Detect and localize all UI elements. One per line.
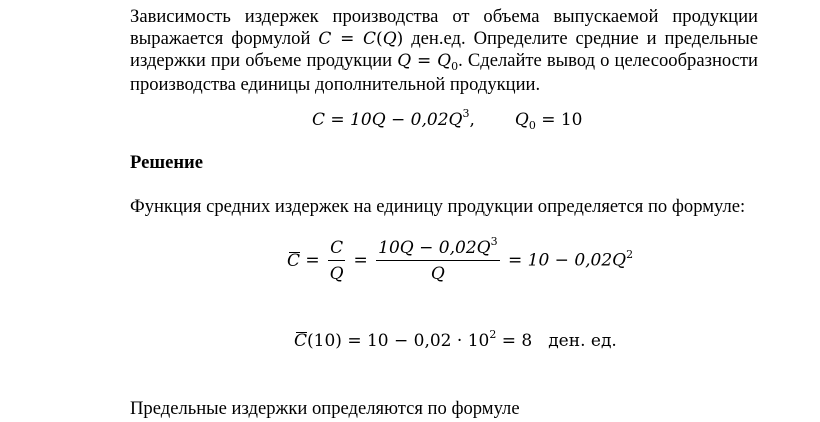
given-q0-label: Q bbox=[514, 110, 529, 130]
average-cost-result: = 10 − 0,02Q bbox=[507, 250, 627, 271]
given-cost-exponent: 3 bbox=[462, 107, 470, 120]
average-cost-value bbox=[294, 328, 617, 351]
average-cost-result-exponent: 2 bbox=[626, 247, 634, 261]
fraction-cost-over-q bbox=[376, 235, 499, 284]
fraction-denominator-q2: Q bbox=[430, 264, 445, 284]
average-cost-intro: Функция средних издержек на единицу продукции определяется по формуле: bbox=[130, 196, 746, 217]
average-cost-value-expr: (10) = 10 − 0,02 · 10 bbox=[307, 331, 490, 351]
given-q0-subscript: 0 bbox=[528, 119, 536, 132]
given-cost-formula: C = 10Q − 0,02Q bbox=[312, 110, 463, 130]
numerator-exponent: 3 bbox=[490, 235, 498, 248]
average-cost-symbol: C bbox=[287, 250, 301, 271]
marginal-cost-intro: Предельные издержки определяются по формуле bbox=[130, 398, 520, 419]
fraction-numerator-c: C bbox=[328, 238, 345, 261]
average-cost-value-exponent: 2 bbox=[489, 328, 497, 341]
task-text-part2: ден.ед. Определите средние и предельные издержки при объеме продукции bbox=[130, 28, 758, 71]
given-formula: $C = 10Q - 0,02Q^3$, $Q_0 = 10$ bbox=[312, 107, 583, 132]
average-cost-formula: C = $\frac{C}{Q}$ = $\frac{10Q - 0,02Q^3}{Q}$ = $10 - 0,02Q^2$ bbox=[287, 235, 634, 284]
task-text-part3: . Сделайте вывод о целесообразности производства единицы дополнительной продукции. bbox=[130, 50, 758, 95]
average-cost-value-unit: ден. ед. bbox=[548, 331, 617, 351]
fraction-c-over-q bbox=[328, 238, 345, 284]
average-cost-value-result: = 8 bbox=[496, 331, 533, 351]
average-cost-value-symbol: C bbox=[294, 331, 308, 351]
fraction-numerator-cost: $10Q - 0,02Q^3$ bbox=[376, 238, 499, 261]
task-text-part1: Зависимость издержек производства от объема выпускаемой продукции выражается формулой bbox=[130, 6, 758, 49]
fraction-denominator-q: Q bbox=[329, 264, 344, 284]
inline-formula-q-equals-q0: $Q = Q_0$ bbox=[397, 51, 459, 73]
given-q0-value: = 10 bbox=[535, 110, 583, 130]
inline-formula-cost-function: C = C(Q) bbox=[318, 29, 404, 49]
task-statement bbox=[130, 6, 758, 96]
solution-heading: Решение bbox=[130, 152, 203, 173]
